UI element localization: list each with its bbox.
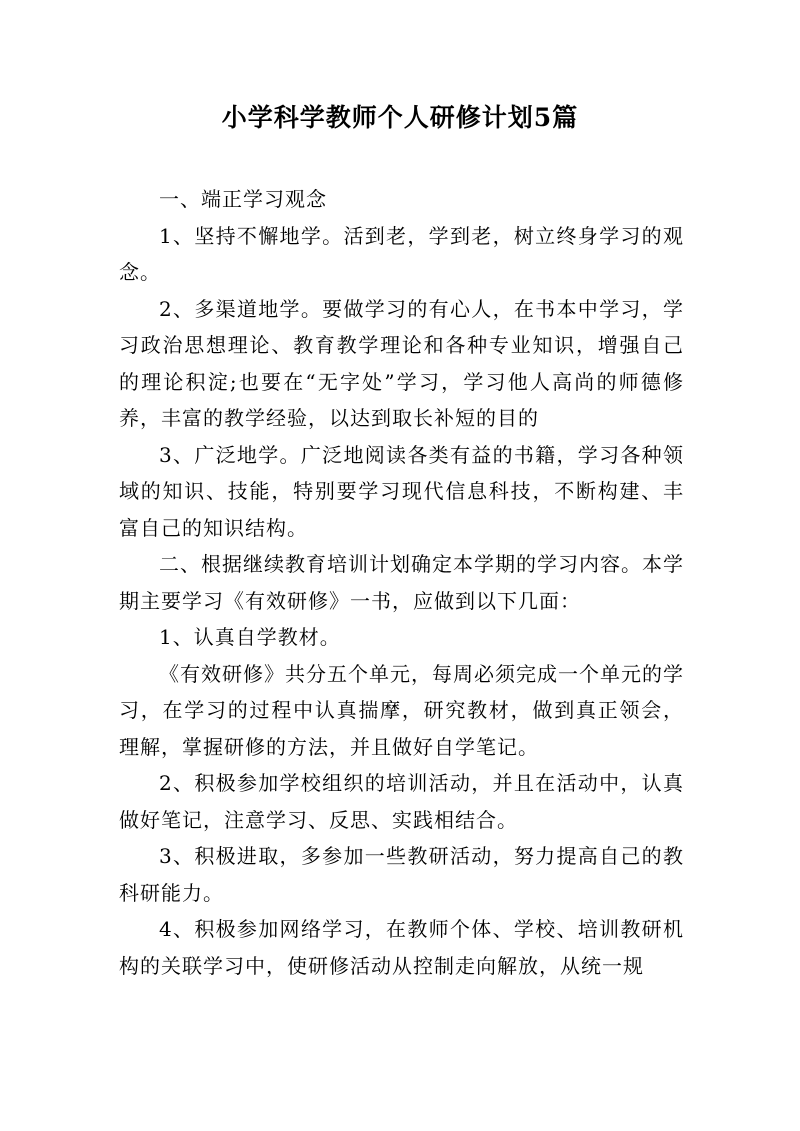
document-title: 小学科学教师个人研修计划5篇 xyxy=(221,103,579,132)
paragraph: 2、多渠道地学。要做学习的有心人，在书本中学习，学习政治思想理论、教育教学理论和各种专业知识，增强自己的理论积淀;也要在“无字处”学习，学习他人高尚的师德修养，丰富的教学经验，以达到取长补短的目的 xyxy=(119,296,684,430)
paragraph: 4、积极参加网络学习，在教师个体、学校、培训教研机构的关联学习中，使研修活动从控制走向解放，从统一规 xyxy=(119,917,684,978)
section-heading-1: 一、端正学习观念 xyxy=(159,187,327,211)
document-body xyxy=(119,181,684,984)
paragraph: 3、积极进取，多参加一些教研活动，努力提高自己的教科研能力。 xyxy=(119,844,684,905)
paragraph: 《有效研修》共分五个单元，每周必须完成一个单元的学习，在学习的过程中认真揣摩，研究教材，做到真正领会，理解，掌握研修的方法，并且做好自学笔记。 xyxy=(119,661,684,759)
paragraph: 1、认真自学教材。 xyxy=(159,625,341,649)
section-heading-2: 二、根据继续教育培训计划确定本学期的学习内容。本学期主要学习《有效研修》一书，应做到以下几面： xyxy=(119,552,684,613)
paragraph: 1、坚持不懈地学。活到老，学到老，树立终身学习的观念。 xyxy=(119,223,684,284)
paragraph: 2、积极参加学校组织的培训活动，并且在活动中，认真做好笔记，注意学习、反思、实践相结合。 xyxy=(119,771,684,832)
paragraph: 3、广泛地学。广泛地阅读各类有益的书籍，学习各种领域的知识、技能，特别要学习现代信息科技，不断构建、丰富自己的知识结构。 xyxy=(119,442,684,540)
